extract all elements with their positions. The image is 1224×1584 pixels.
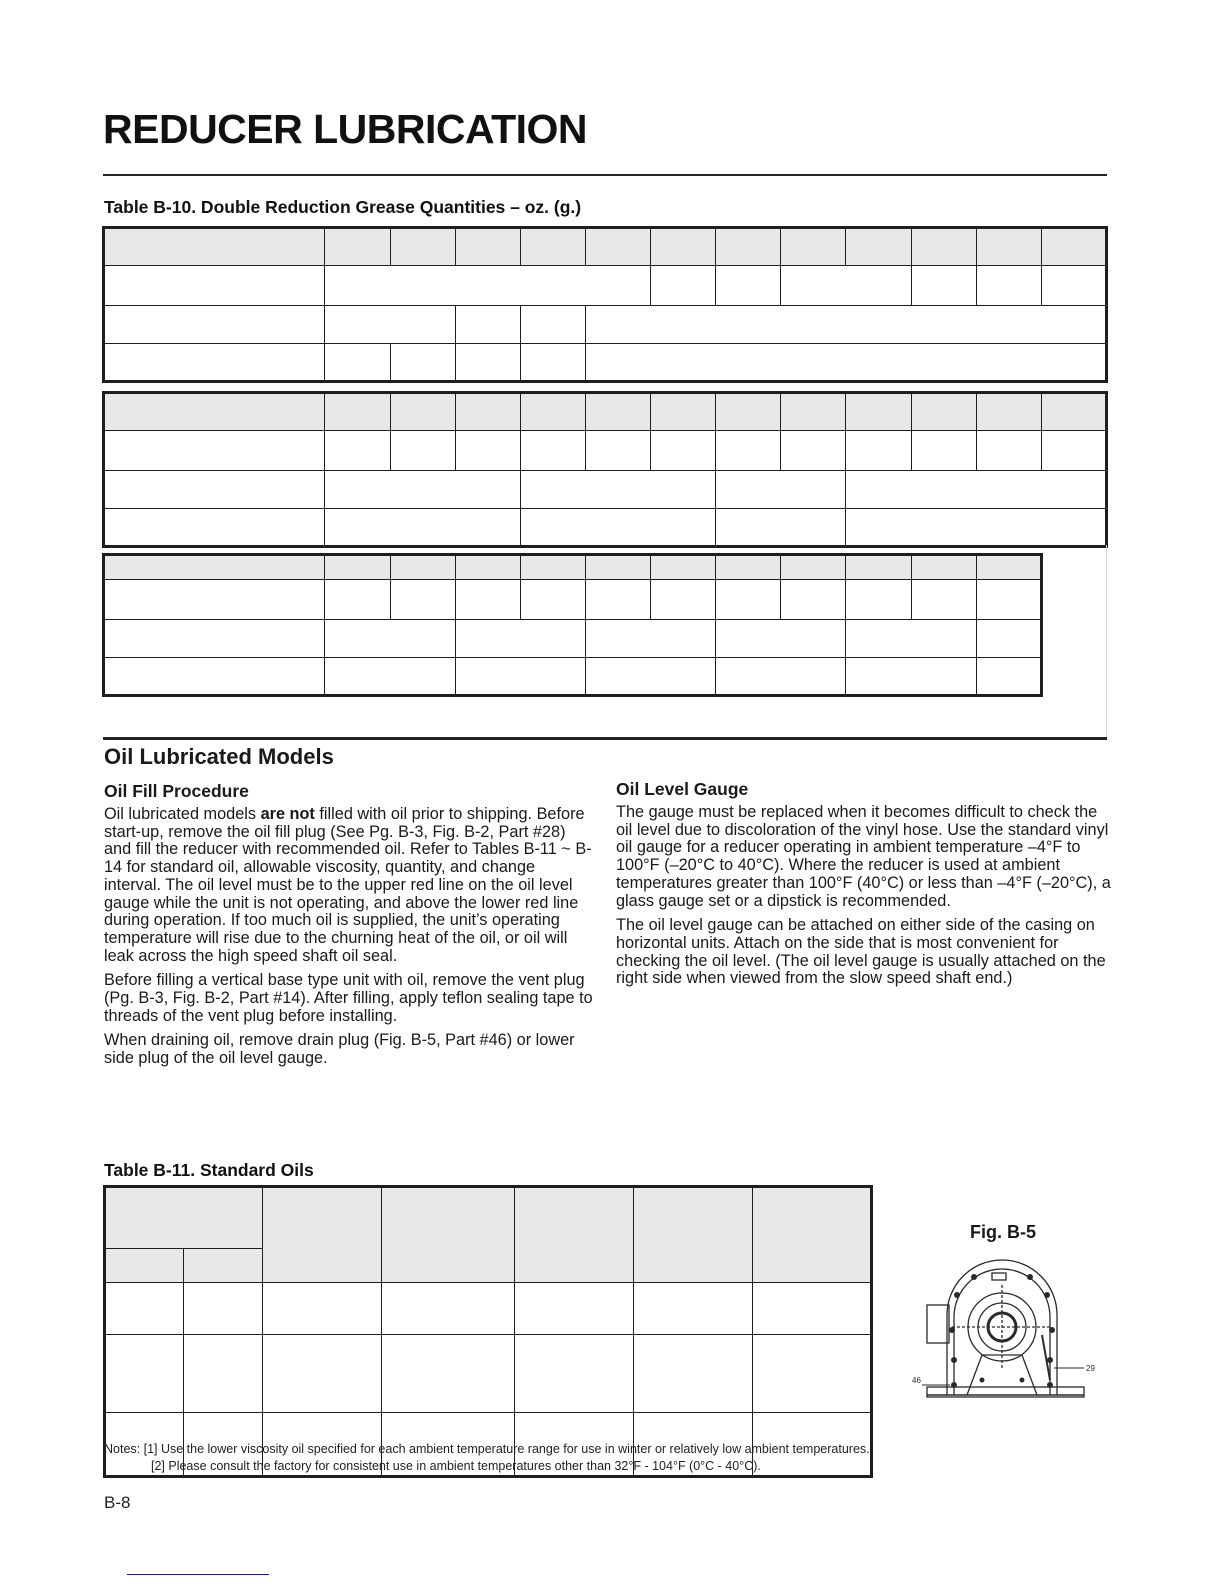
header-cell — [1041, 228, 1106, 266]
table-cell — [455, 431, 520, 471]
header-cell — [911, 228, 976, 266]
page-title: REDUCER LUBRICATION — [103, 106, 588, 152]
header-cell — [716, 393, 781, 431]
table-cell — [781, 266, 911, 306]
table-cell — [520, 306, 585, 344]
title-divider — [103, 174, 1107, 176]
table-row — [104, 266, 1107, 306]
table-cell — [716, 658, 846, 696]
table-cell — [585, 306, 1106, 344]
header-cell — [104, 393, 325, 431]
header-cell — [846, 228, 911, 266]
table-cell — [976, 266, 1041, 306]
table-b10-frame-edge — [1106, 545, 1107, 737]
header-cell — [382, 1187, 515, 1283]
table-cell — [781, 431, 846, 471]
table-cell — [716, 580, 781, 620]
header-cell — [846, 393, 911, 431]
table-cell — [104, 431, 325, 471]
header-cell — [263, 1187, 382, 1283]
header-cell — [390, 228, 455, 266]
table-cell — [520, 509, 715, 547]
table-cell — [455, 658, 585, 696]
header-cell — [325, 393, 390, 431]
table-cell — [846, 509, 1107, 547]
header-cell — [455, 555, 520, 580]
table-cell — [104, 471, 325, 509]
table-cell — [585, 431, 650, 471]
header-cell — [104, 228, 325, 266]
paragraph: Before filling a vertical base type unit with oil, remove the vent plug (Pg. B-3, Fig. B-2, Part #14). After filling, apply teflon sealing tape to threads of the vent plug before installing. — [104, 971, 593, 1025]
table-row — [104, 471, 1107, 509]
header-cell — [325, 228, 390, 266]
subheading-oil-fill-procedure: Oil Fill Procedure — [104, 781, 249, 801]
header-cell — [651, 228, 716, 266]
header-row — [104, 228, 1107, 266]
table-b11-standard-oils — [103, 1185, 873, 1478]
table-cell — [455, 620, 585, 658]
page-number: B-8 — [104, 1493, 131, 1512]
header-cell — [634, 1187, 753, 1283]
table-cell — [390, 580, 455, 620]
table-cell — [976, 431, 1041, 471]
header-cell — [325, 555, 390, 580]
table-cell — [911, 266, 976, 306]
table-cell — [325, 658, 455, 696]
section-heading-oil-lubricated: Oil Lubricated Models — [104, 744, 334, 769]
header-row — [104, 555, 1042, 580]
header-cell — [105, 1249, 184, 1283]
table-row — [105, 1283, 872, 1335]
reducer-drawing-figure — [912, 1255, 1097, 1405]
header-cell — [585, 555, 650, 580]
header-cell — [781, 393, 846, 431]
table-cell — [976, 620, 1041, 658]
header-cell — [390, 393, 455, 431]
table-cell — [325, 471, 520, 509]
header-cell — [781, 555, 846, 580]
table-cell — [651, 580, 716, 620]
header-cell — [390, 555, 455, 580]
header-cell — [976, 555, 1041, 580]
header-cell — [846, 555, 911, 580]
table-cell — [520, 580, 585, 620]
table-cell — [781, 580, 846, 620]
table-b10-block-3 — [102, 553, 1043, 697]
table-cell — [455, 344, 520, 382]
header-cell — [651, 393, 716, 431]
header-cell — [1041, 393, 1106, 431]
table-cell — [585, 580, 650, 620]
table-cell — [104, 580, 325, 620]
emphasis: are not — [260, 805, 315, 823]
table-cell — [325, 344, 390, 382]
table-cell — [1041, 266, 1106, 306]
header-cell — [976, 228, 1041, 266]
table-cell — [325, 620, 455, 658]
table-cell — [976, 580, 1041, 620]
table-b10-block-1 — [102, 226, 1108, 383]
header-cell — [520, 228, 585, 266]
header-cell — [753, 1187, 872, 1283]
section-divider — [103, 737, 1107, 740]
table-cell — [651, 431, 716, 471]
header-cell — [520, 393, 585, 431]
table-cell — [520, 344, 585, 382]
table-cell — [846, 431, 911, 471]
note-1: Notes: [1] Use the lower viscosity oil specified for each ambient temperature range for use in winter or relatively low ambient temperatures. — [104, 1442, 870, 1456]
table-cell — [104, 306, 325, 344]
table-cell — [716, 471, 846, 509]
paragraph: Oil lubricated models are not filled with oil prior to shipping. Before start-up, remove the oil fill plug (See Pg. B-3, Fig. B-2, Part #28) and fill the reducer with recommended oil. Refer to Tables B-11 ~ B-14 for standard oil, allowable viscosity, quantity, and change interval. The oil level must be to the upper red line on the oil level gauge while the unit is not operating, and above the lower red line during operation. If too much oil is supplied, the unit’s operating temperature will rise due to the churning heat of the oil, or oil will leak across the high speed shaft oil seal. — [104, 805, 592, 965]
table-cell — [104, 266, 325, 306]
table-row — [104, 658, 1042, 696]
notes — [104, 1441, 870, 1475]
callout-46: 46 — [912, 1376, 921, 1385]
header-row — [104, 393, 1107, 431]
table-cell — [104, 658, 325, 696]
table-cell — [520, 471, 715, 509]
table-cell — [716, 266, 781, 306]
header-cell — [455, 393, 520, 431]
table-cell — [455, 306, 520, 344]
table-cell — [846, 658, 976, 696]
header-cell — [585, 228, 650, 266]
table-cell — [1041, 431, 1106, 471]
callout-29: 29 — [1086, 1364, 1095, 1373]
table-cell — [716, 431, 781, 471]
table-cell — [846, 620, 976, 658]
drain-plug — [951, 1382, 957, 1388]
link-underline[interactable] — [127, 1574, 269, 1575]
table-cell — [325, 266, 651, 306]
table-cell — [585, 344, 1106, 382]
header-cell — [104, 555, 325, 580]
figure-caption: Fig. B-5 — [970, 1222, 1036, 1242]
header-cell — [585, 393, 650, 431]
header-cell — [515, 1187, 634, 1283]
table-cell — [585, 658, 715, 696]
table-cell — [325, 580, 390, 620]
table-row — [104, 306, 1107, 344]
header-cell — [455, 228, 520, 266]
header-cell — [651, 555, 716, 580]
table-cell — [846, 471, 1107, 509]
header-cell — [105, 1187, 263, 1249]
table-cell — [390, 344, 455, 382]
table-b10-caption: Table B-10. Double Reduction Grease Quantities – oz. (g.) — [104, 197, 582, 217]
table-cell — [325, 306, 455, 344]
header-cell — [976, 393, 1041, 431]
table-b10-block-2 — [102, 391, 1108, 548]
table-cell — [911, 431, 976, 471]
paragraph: The gauge must be replaced when it becomes difficult to check the oil level due to discoloration of the vinyl hose. Use the standard vinyl oil gauge for a reducer operating in ambient temperature –4°F to 100°F (–20°C to 40°C). Where the reducer is used at ambient temperatures greater than 100°F (40°C) or less than –4°F (–20°C), a glass gauge set or a dipstick is recommended. — [616, 803, 1111, 910]
table-cell — [390, 431, 455, 471]
note-2: [2] Please consult the factory for consistent use in ambient temperatures other than 32°F - 104°F (0°C - 40°C). — [151, 1459, 761, 1473]
table-row — [104, 580, 1042, 620]
header-cell — [911, 555, 976, 580]
table-cell — [104, 620, 325, 658]
header-cell — [520, 555, 585, 580]
subheading-oil-level-gauge: Oil Level Gauge — [616, 779, 749, 799]
table-cell — [520, 431, 585, 471]
table-cell — [585, 620, 715, 658]
header-cell — [716, 555, 781, 580]
paragraph: When draining oil, remove drain plug (Fig. B-5, Part #46) or lower side plug of the oil level gauge. — [104, 1031, 575, 1068]
table-cell — [846, 580, 911, 620]
vent-plug — [992, 1273, 1006, 1280]
header-cell — [184, 1249, 263, 1283]
table-b11-caption: Table B-11. Standard Oils — [104, 1160, 314, 1180]
table-row — [104, 344, 1107, 382]
table-cell — [976, 658, 1041, 696]
table-cell — [104, 344, 325, 382]
table-cell — [104, 509, 325, 547]
table-row — [104, 509, 1107, 547]
oil-fill-procedure-text — [104, 806, 594, 1075]
table-cell — [455, 580, 520, 620]
table-row — [105, 1335, 872, 1413]
header-cell — [911, 393, 976, 431]
paragraph: The oil level gauge can be attached on either side of the casing on horizontal units. Attach on the side that is most convenient for checking the oil level. (The oil level gauge is usually attached on the right side when viewed from the slow speed shaft end.) — [616, 916, 1106, 988]
table-cell — [651, 266, 716, 306]
header-cell — [781, 228, 846, 266]
table-cell — [716, 509, 846, 547]
table-cell — [325, 509, 520, 547]
oil-level-gauge-text — [616, 804, 1112, 995]
table-cell — [325, 431, 390, 471]
header-cell — [716, 228, 781, 266]
table-row — [104, 431, 1107, 471]
table-row — [104, 620, 1042, 658]
table-cell — [716, 620, 846, 658]
table-cell — [911, 580, 976, 620]
side-flange — [927, 1305, 949, 1343]
